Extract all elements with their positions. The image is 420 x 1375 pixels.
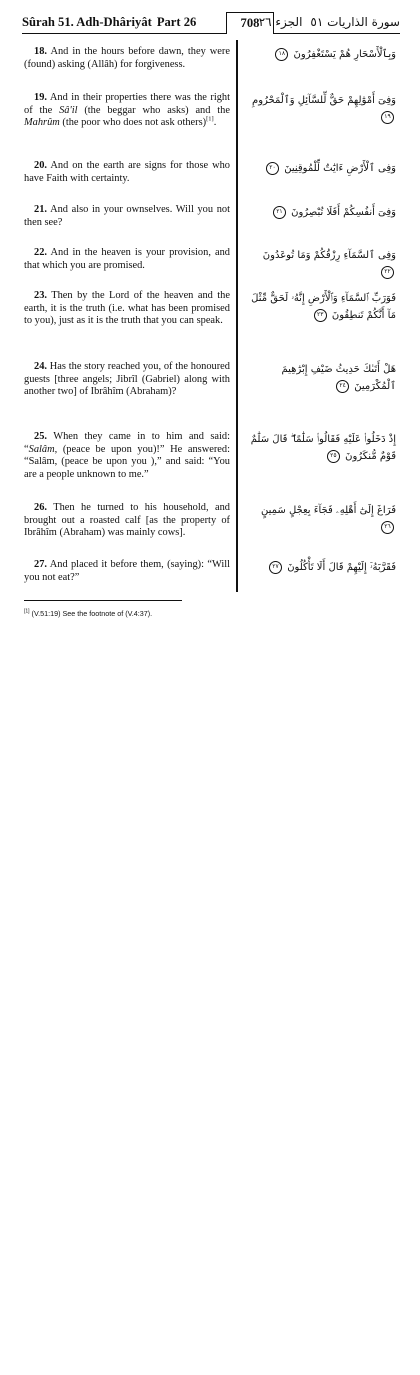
verse-number: 24. <box>34 361 47 372</box>
arabic-text: فَقَرَّبَهُۥٓ إِلَيْهِمْ قَالَ أَلَا تَأْكُلُونَ <box>287 562 396 573</box>
verse-20-arabic <box>246 160 396 177</box>
verse-text: (the beggar who asks) and the <box>77 104 230 116</box>
footnote-text: (V.51:19) See the footnote of (V.4:37). <box>29 609 153 618</box>
header-title <box>22 15 196 30</box>
verse-25-arabic <box>246 431 396 465</box>
term-salam: Salâm, <box>28 443 58 455</box>
verse-text: And on the earth are signs for those who have Faith with certainty. <box>24 160 230 184</box>
term-sail: Sâ'il <box>59 104 78 116</box>
verse-number: 22. <box>34 247 47 258</box>
verse-text: Then by the Lord of the heaven and the earth, it is the truth (i.e. what has been promised to you), just as it is the truth that you can speak. <box>24 290 230 327</box>
verse-text: And placed it before them, (saying): “Will you not eat?” <box>24 559 231 583</box>
verse-18-arabic <box>246 46 396 63</box>
ayah-end-marker-icon: ٢٦ <box>381 521 394 534</box>
verse-20-translation <box>24 160 230 185</box>
verse-27-translation <box>24 559 230 584</box>
ayah-end-marker-icon: ١٩ <box>381 111 394 124</box>
verse-24-translation <box>24 361 230 399</box>
verse-text: When they came in to him and said: “ <box>24 431 230 455</box>
ayah-end-marker-icon: ٢٣ <box>314 309 327 322</box>
footnote-marker: [1] <box>24 608 30 615</box>
verse-24-arabic <box>246 361 396 395</box>
page-header <box>22 14 400 34</box>
arabic-text: فَوَرَبِّ ٱلسَّمَآءِ وَٱلْأَرْضِ إِنَّهُۥ لَحَقٌّ مِّثْلَ مَآ أَنَّكُمْ تَنطِقُونَ <box>251 293 396 321</box>
term-mahrum: Mahrûm <box>24 117 60 129</box>
part-label: Part 26 <box>156 15 197 29</box>
page-number: 708 <box>226 12 274 34</box>
verse-22-translation <box>24 247 230 272</box>
arabic-text: هَلْ أَتَىٰكَ حَدِيثُ ضَيْفِ إِبْرَٰهِيمَ ٱلْمُكْرَمِينَ <box>281 364 396 392</box>
verse-19-arabic <box>246 92 396 126</box>
ayah-end-marker-icon: ٢٥ <box>327 450 340 463</box>
header-arabic <box>251 15 400 29</box>
surah-title: Sûrah 51. Adh-Dhâriyât <box>22 15 152 29</box>
ayah-end-marker-icon: ٢٠ <box>266 162 279 175</box>
verse-text: Has the story reached you, of the honoured guests [three angels; Jibrîl (Gabriel) along with another two] of Ibrâhîm (Abraham)? <box>24 361 230 398</box>
verse-21-translation <box>24 204 230 229</box>
footnote <box>24 609 152 618</box>
arabic-text: وَفِى ٱلْأَرْضِ ءَايَٰتٌ لِّلْمُوقِنِينَ <box>284 163 396 174</box>
verse-text: Then he turned to his household, and brought out a roasted calf [as the property of Ibrâhîm (Abraham) was mainly cows]. <box>24 502 230 539</box>
arabic-text: فَرَاغَ إِلَىٰٓ أَهْلِهِۦ فَجَآءَ بِعِجْلٍ سَمِينٍ <box>260 505 396 516</box>
verse-text: (peace be upon you)!” He answered: “Salâm, (peace be upon you ),” and said: “You are a people unknown to me.” <box>24 443 230 480</box>
arabic-part-label: الجزء ٢٦ <box>258 15 303 29</box>
ayah-end-marker-icon: ٢٤ <box>336 380 349 393</box>
arabic-text: وَفِىٓ أَمْوَٰلِهِمْ حَقٌّ لِّلسَّآئِلِ وَٱلْمَحْرُومِ <box>252 95 396 106</box>
verse-number: 19. <box>34 92 47 103</box>
verse-27-arabic <box>246 559 396 576</box>
verse-25-translation <box>24 431 230 481</box>
arabic-text: إِذْ دَخَلُوا۟ عَلَيْهِ فَقَالُوا۟ سَلَٰمًا ۖ قَالَ سَلَٰمٌ قَوْمٌ مُّنكَرُونَ <box>250 434 396 462</box>
verse-number: 21. <box>34 204 47 215</box>
verse-26-arabic <box>246 502 396 536</box>
verse-number: 18. <box>34 46 47 57</box>
verse-text: And also in your ownselves. Will you not then see? <box>24 204 230 228</box>
verse-23-translation <box>24 290 230 328</box>
verse-number: 23. <box>34 290 47 301</box>
column-divider <box>236 40 238 592</box>
verse-number: 27. <box>34 559 47 570</box>
verse-22-arabic <box>246 247 396 281</box>
verse-text: And in the hours before dawn, they were (found) asking (Allâh) for forgiveness. <box>24 46 230 70</box>
ayah-end-marker-icon: ٢١ <box>273 206 286 219</box>
verse-text: And in the heaven is your provision, and that which you are promised. <box>24 247 230 271</box>
verse-19-translation: 19. And in their properties there was the right of the Sâ'il (the beggar who asks) and the Mahrûm (the poor who does not ask others)[1]. <box>24 92 230 129</box>
verse-18-translation <box>24 46 230 71</box>
verse-26-translation <box>24 502 230 540</box>
verse-text: (the poor who does not ask others) <box>59 117 207 129</box>
ayah-end-marker-icon: ١٨ <box>275 48 288 61</box>
verse-number: 26. <box>34 502 47 513</box>
arabic-surah-title: سورة الذاريات ٥١ <box>310 15 400 29</box>
verse-number: 20. <box>34 160 47 171</box>
arabic-text: وَبِٱلْأَسْحَارِ هُمْ يَسْتَغْفِرُونَ <box>293 49 396 60</box>
arabic-text: وَفِىٓ أَنفُسِكُمْ أَفَلَا تُبْصِرُونَ <box>291 207 396 218</box>
verse-21-arabic <box>246 204 396 221</box>
ayah-end-marker-icon: ٢٢ <box>381 266 394 279</box>
verse-number: 25. <box>34 431 47 442</box>
ayah-end-marker-icon: ٢٧ <box>269 561 282 574</box>
footnote-divider <box>24 600 182 601</box>
arabic-text: وَفِى ٱلسَّمَآءِ رِزْقُكُمْ وَمَا تُوعَدُونَ <box>262 250 396 261</box>
verse-23-arabic <box>246 290 396 324</box>
verse-text: And in their properties there was the right of the <box>24 92 230 116</box>
footnote-ref[interactable]: [1] <box>206 115 214 123</box>
